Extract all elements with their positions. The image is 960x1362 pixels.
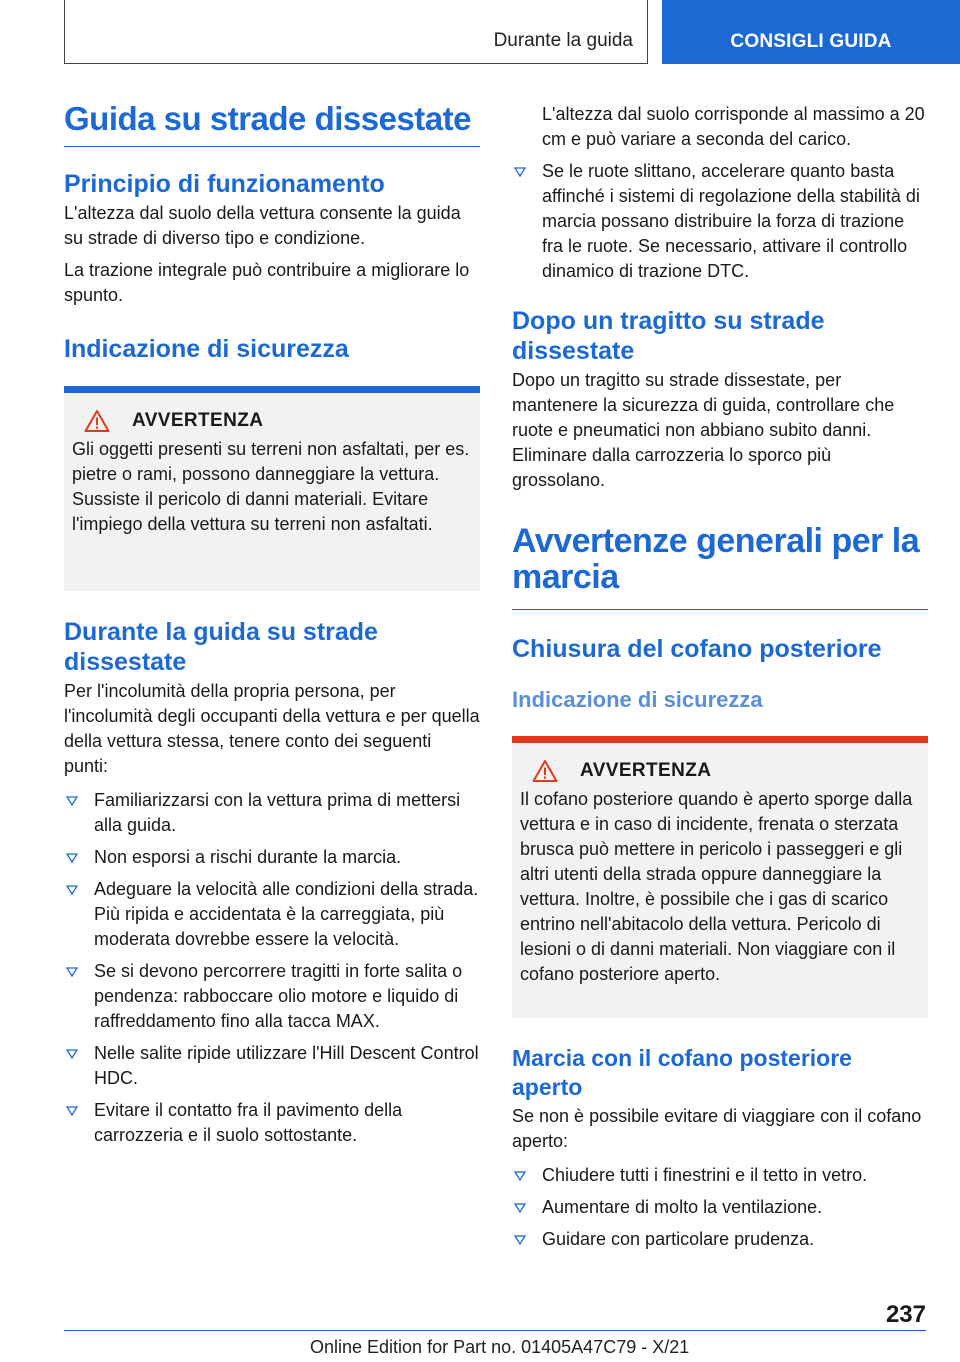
triangle-bullet-icon [66, 1049, 78, 1059]
warning-text: Gli oggetti presenti su terreni non asfaltati, per es. pietre o rami, possono danneggiare la vettura. Sussiste il pericolo di danni materiali. Evitare l'impiego della vettura su terreni non asfaltati. [72, 439, 470, 534]
heading-sicurezza: Indicazione di sicurezza [64, 335, 349, 363]
warning-title: AVVERTENZA [580, 760, 712, 781]
list-item: Familiarizzarsi con la vettura prima di mettersi alla guida. [64, 788, 480, 838]
warning-header [520, 759, 920, 783]
heading-durante-guida: Durante la guida su strade dissestate [64, 618, 378, 676]
heading-chiusura-cofano: Chiusura del cofano posteriore [512, 635, 882, 663]
list-item: Evitare il contatto fra il pavimento della carrozzeria e il suolo sottostante. [64, 1098, 480, 1148]
list-item: Chiudere tutti i finestrini e il tetto in vetro. [512, 1163, 928, 1188]
triangle-bullet-icon [514, 167, 526, 177]
right-column [512, 102, 928, 1259]
warning-box-offroad [64, 386, 480, 591]
dopo-paragraph: Dopo un tragitto su strade dissestate, per mantenere la sicurezza di guida, controllare che ruote e pneumatici non abbiano subito danni. Eliminare dalla carrozzeria lo sporco più grossolano. [512, 370, 895, 490]
durante-bullet-list [64, 788, 480, 1148]
list-item: Aumentare di molto la ventilazione. [512, 1195, 928, 1220]
triangle-bullet-icon [66, 853, 78, 863]
warning-text: Il cofano posteriore quando è aperto sporge dalla vettura e in caso di incidente, frenata o sterzata brusca può mettere in pericolo i passeggeri e gli altri utenti della strada oppure danneggiare la vettura. Inoltre, è possibile che i gas di scarico entrino nell'abitacolo della vettura. Pericolo di lesioni o di danni materiali. Non viaggiare con il cofano posteriore aperto. [520, 789, 913, 984]
list-item: Non esporsi a rischi durante la marcia. [64, 845, 480, 870]
warning-box-cofano [512, 736, 928, 1018]
header-frame [64, 0, 648, 64]
triangle-bullet-icon [514, 1171, 526, 1181]
marcia-intro: Se non è possibile evitare di viaggiare con il cofano aperto: [512, 1106, 922, 1151]
header-chapter-tab[interactable]: CONSIGLI GUIDA [662, 0, 960, 64]
warning-triangle-icon [532, 759, 558, 783]
heading-principio: Principio di funzionamento [64, 170, 385, 198]
footer-divider [64, 1330, 926, 1331]
triangle-bullet-icon [66, 796, 78, 806]
continued-list [512, 102, 928, 284]
triangle-bullet-icon [514, 1203, 526, 1213]
triangle-bullet-icon [66, 885, 78, 895]
heading-marcia-cofano-aperto: Marcia con il cofano posteriore aperto [512, 1045, 852, 1100]
header-section-title: Durante la guida [493, 30, 633, 51]
principio-paragraph-2: La trazione integrale può contribuire a migliorare lo spunto. [64, 260, 470, 305]
list-item-continued: L'altezza dal suolo corrisponde al massimo a 20 cm e può variare a seconda del carico. [542, 104, 925, 149]
warning-header [72, 409, 472, 433]
list-item: Se le ruote slittano, accelerare quanto basta affinché i sistemi di regolazione della stabilità di marcia possano distribuire la forza di trazione fra le ruote. Se necessario, attivare il controllo dinamico di trazione DTC. [512, 159, 928, 284]
list-item: Se si devono percorrere tragitti in forte salita o pendenza: rabboccare olio motore e liquido di raffreddamento fino alla tacca MAX. [64, 959, 480, 1034]
durante-intro: Per l'incolumità della propria persona, per l'incolumità degli occupanti della vettura e per quella della vettura stessa, tenere conto dei seguenti punti: [64, 681, 480, 776]
marcia-bullet-list [512, 1163, 928, 1252]
warning-title: AVVERTENZA [132, 410, 264, 431]
page-number: 237 [885, 1301, 926, 1328]
heading-dopo-tragitto: Dopo un tragitto su strade dissestate [512, 307, 825, 365]
left-column [64, 100, 480, 1155]
list-item: Nelle salite ripide utilizzare l'Hill Descent Control HDC. [64, 1041, 480, 1091]
heading-guida-strade-dissestate: Guida su strade dissestate [64, 100, 480, 147]
triangle-bullet-icon [514, 1235, 526, 1245]
warning-triangle-icon [84, 409, 110, 433]
heading-avvertenze-generali: Avvertenze generali per la marcia [512, 523, 928, 610]
footer-edition: Online Edition for Part no. 01405A47C79 - X/21 [310, 1337, 690, 1357]
heading-sicurezza-cofano: Indicazione di sicurezza [512, 687, 763, 712]
list-item: Guidare con particolare prudenza. [512, 1227, 928, 1252]
principio-paragraph-1: L'altezza dal suolo della vettura consente la guida su strade di diverso tipo e condizione. [64, 203, 461, 248]
list-item: Adeguare la velocità alle condizioni della strada. Più ripida e accidentata è la carreggiata, più moderata dovrebbe essere la velocità. [64, 877, 480, 952]
triangle-bullet-icon [66, 1106, 78, 1116]
triangle-bullet-icon [66, 967, 78, 977]
